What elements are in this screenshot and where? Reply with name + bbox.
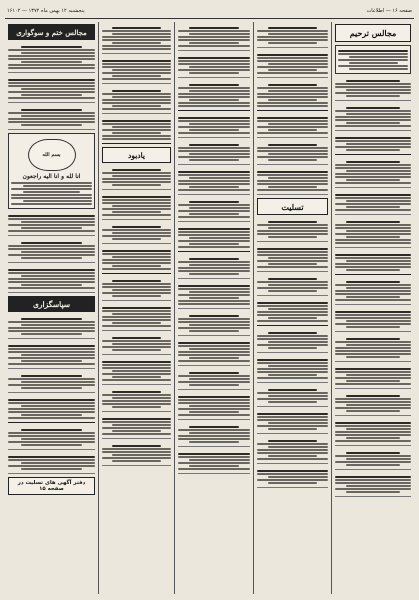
section-heading-thanks: سپاسگزاری (8, 296, 95, 312)
notice-block (102, 277, 171, 301)
notice-block (335, 278, 411, 305)
notice-block (178, 339, 250, 366)
notice-block (8, 266, 95, 293)
section-heading-funeral: مجالس ختم و سوگواری (8, 24, 95, 40)
notice-block (335, 77, 411, 101)
notice-block (335, 419, 411, 446)
notice-block (102, 304, 171, 331)
notice-block (8, 315, 95, 339)
notice-block (102, 117, 171, 144)
notice-block (257, 410, 328, 434)
emblem-text: بسم الله (42, 152, 61, 158)
notice-block (257, 299, 328, 326)
notice-block (178, 225, 250, 252)
notice-block (257, 275, 328, 296)
notice-block (335, 392, 411, 416)
page-label: صفحه ۱۶ — اطلاعات (366, 8, 412, 14)
bottom-banner: دفتر آگهی های تسلیت در صفحه ۱۵ (8, 477, 95, 495)
notice-block (8, 342, 95, 369)
notice-block (178, 54, 250, 78)
column-5 (5, 22, 98, 594)
notice-block (102, 358, 171, 385)
notice-block (178, 450, 250, 474)
notice-block (102, 193, 171, 220)
notice-block (257, 168, 328, 195)
featured-notice (8, 133, 95, 209)
notice-block (178, 282, 250, 309)
notice-block (178, 114, 250, 138)
column-4 (98, 22, 174, 594)
notice-block (8, 239, 95, 263)
section-heading-memorial: یادبود (102, 147, 171, 163)
notice-block (335, 104, 411, 131)
section-heading-mourning: مجالس ترحیم (335, 24, 411, 42)
notice-block (102, 223, 171, 244)
notice-block (178, 255, 250, 279)
notice-block (335, 449, 411, 470)
notice-block (335, 134, 411, 155)
notice-block (8, 426, 95, 450)
notice-block (257, 218, 328, 242)
notice-block (257, 141, 328, 165)
notice-block (102, 388, 171, 412)
notice-block (257, 51, 328, 78)
notice-block (8, 76, 95, 103)
notice-block (8, 212, 95, 236)
notice-block (102, 57, 171, 84)
notice-block (102, 166, 171, 190)
notice-block (178, 393, 250, 420)
notice-block (257, 81, 328, 111)
featured-quote: انا لله و انا الیه راجعون (22, 173, 81, 180)
notice-block (257, 24, 328, 48)
notice-block (257, 245, 328, 272)
section-heading-condolence: تسلیت (257, 198, 328, 215)
notice-block (178, 312, 250, 336)
notice-block (102, 334, 171, 355)
notice-block (8, 396, 95, 423)
notice-block (178, 369, 250, 390)
notice-block (335, 473, 411, 497)
notice-block (102, 24, 171, 54)
page-header-bar (5, 6, 414, 19)
notice-block (335, 191, 411, 215)
notice-block (8, 43, 95, 73)
notice-block (335, 45, 411, 74)
emblem-seal (28, 139, 76, 171)
notice-block (178, 24, 250, 51)
notice-block (257, 386, 328, 407)
notice-block (257, 329, 328, 353)
notice-block (257, 114, 328, 138)
notice-block (178, 168, 250, 195)
notice-block (178, 423, 250, 447)
notice-block (178, 81, 250, 111)
notice-block (335, 251, 411, 275)
column-1 (331, 22, 414, 594)
notice-block (335, 365, 411, 389)
notice-block (102, 415, 171, 439)
date-line: پنجشنبه ۱۲ بهمن ماه ۱۳۷۲ — ۱۶۱۰۲ (7, 8, 85, 14)
notice-block (178, 141, 250, 165)
column-3 (174, 22, 253, 594)
notice-block (102, 87, 171, 114)
notice-block (335, 158, 411, 188)
notice-block (257, 467, 328, 488)
notice-block (257, 356, 328, 383)
column-2 (253, 22, 331, 594)
notice-block (178, 198, 250, 222)
columns (5, 22, 414, 594)
notice-block (8, 106, 95, 130)
notice-block (335, 308, 411, 332)
notice-block (8, 453, 95, 474)
notice-block (8, 372, 95, 393)
notice-block (102, 442, 171, 466)
notice-block (102, 247, 171, 274)
notice-block (335, 335, 411, 362)
notice-block (335, 218, 411, 248)
notice-block (257, 437, 328, 464)
